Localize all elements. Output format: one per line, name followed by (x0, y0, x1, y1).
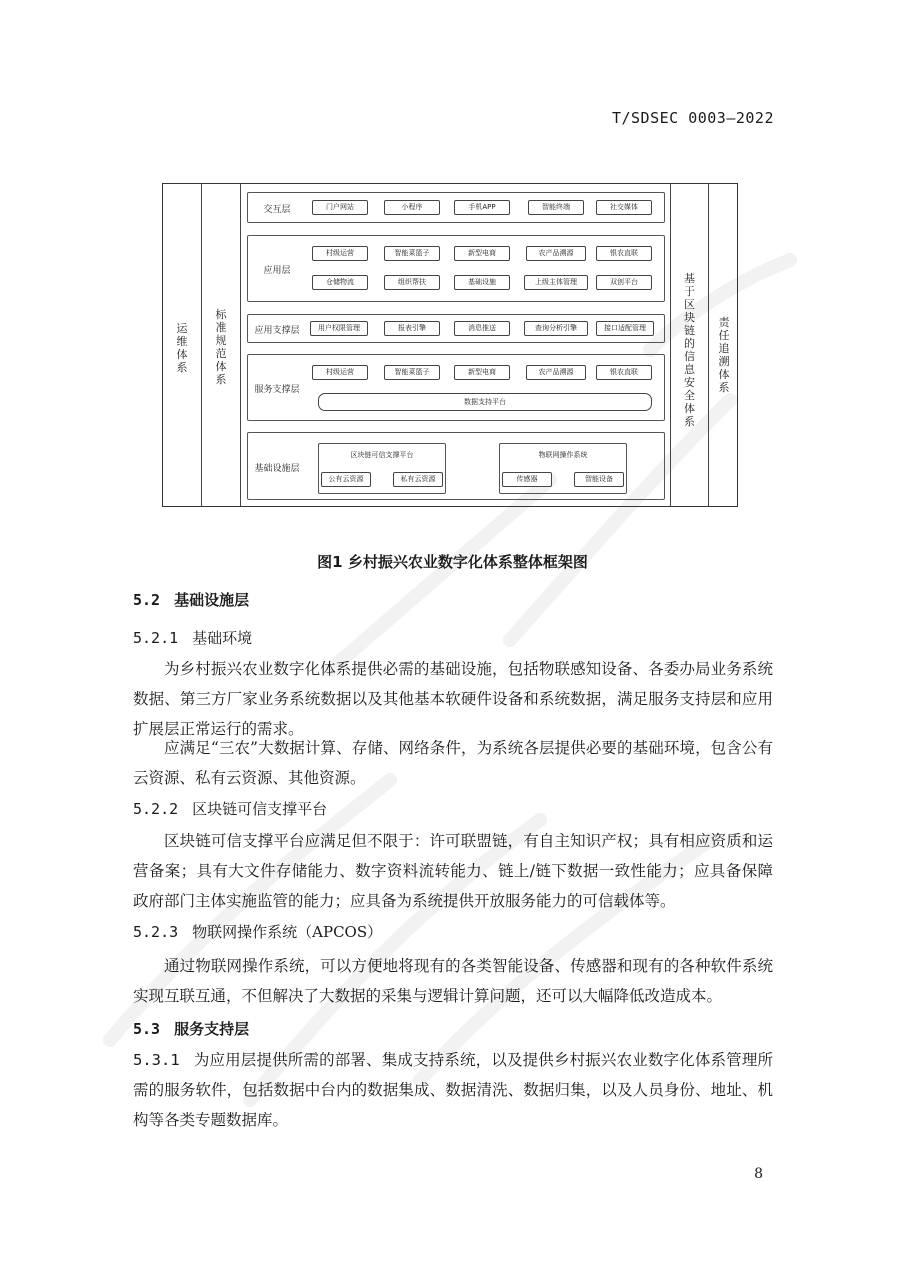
security-system-column (670, 184, 709, 506)
infrastructure-layer (247, 432, 665, 500)
service-support-layer (247, 354, 665, 421)
module-box: 小程序 (384, 200, 440, 215)
data-support-platform: 数据支持平台 (318, 393, 652, 411)
module-box: 用户权限管理 (310, 321, 368, 336)
module-box: 查询分析引擎 (524, 321, 588, 336)
module-box: 智能终端 (528, 200, 584, 215)
section-heading-5-2: 5.2 基础设施层 (133, 591, 250, 609)
document-code: T/SDSEC 0003—2022 (611, 109, 774, 127)
iot-os-title: 物联网操作系统 (538, 451, 588, 459)
module-box: 新型电商 (454, 365, 510, 380)
module-box: 接口适配管理 (596, 321, 654, 336)
module-box: 农产品溯源 (526, 365, 586, 380)
module-box: 仓储物流 (312, 275, 368, 290)
section-heading-5-2-2: 5.2.2 区块链可信支撑平台 (133, 800, 328, 818)
module-box: 传感器 (502, 472, 552, 487)
standards-system-label: 标 准 规 范 体 系 (215, 308, 227, 386)
section-heading-5-2-3: 5.2.3 物联网操作系统（APCOS） (133, 923, 383, 941)
layer-label: 应用支撑层 (254, 326, 300, 336)
security-system-label: 基 于 区 块 链 的 信 息 安 全 体 系 (684, 272, 695, 428)
module-box: 双创平台 (596, 275, 652, 290)
module-box: 银农直联 (596, 246, 652, 261)
module-box: 村级运营 (312, 246, 368, 261)
ops-system-label: 运 维 体 系 (176, 322, 188, 374)
module-box: 社交媒体 (596, 200, 652, 215)
app-support-layer (247, 314, 665, 343)
layer-label: 应用层 (263, 266, 291, 276)
module-box: 基础设施 (454, 275, 510, 290)
page-number: 8 (754, 1166, 763, 1182)
module-box: 私有云资源 (393, 472, 443, 487)
paragraph: 应满足“三农”大数据计算、存储、网络条件，为系统各层提供必要的基础环境，包含公有云资源、私有云资源、其他资源。 (133, 739, 773, 787)
paragraph: 区块链可信支撑平台应满足但不限于：许可联盟链，有自主知识产权；具有相应资质和运营备案；具有大文件存储能力、数字资料流转能力、链上/链下数据一致性能力；应具备保障政府部门主体实施监管的能力；应具备为系统提供开放服务能力的可信载体等。 (133, 832, 773, 910)
paragraph-5-3-1: 5.3.1 为应用层提供所需的部署、集成支持系统，以及提供乡村振兴农业数字化体系管理所需的服务软件，包括数据中台内的数据集成、数据清洗、数据归集，以及人员身份、地址、机构等各类专题数据库。 (133, 1051, 773, 1129)
blockchain-platform-title: 区块链可信支撑平台 (350, 451, 414, 459)
paragraph: 通过物联网操作系统，可以方便地将现有的各类智能设备、传感器和现有的各种软件系统实现互联互通，不但解决了大数据的采集与逻辑计算问题，还可以大幅降低改造成本。 (133, 957, 773, 1005)
module-box: 组织帮扶 (384, 275, 440, 290)
interaction-layer (247, 192, 665, 223)
module-box: 银农直联 (596, 365, 652, 380)
module-box: 报表引擎 (384, 321, 440, 336)
module-box: 新型电商 (454, 246, 510, 261)
module-box: 智能菜篮子 (384, 246, 440, 261)
layer-label: 交互层 (263, 205, 291, 215)
framework-diagram (162, 183, 738, 507)
module-box: 公有云资源 (321, 472, 371, 487)
iot-os-box (499, 443, 627, 494)
standards-system-column (202, 184, 241, 506)
section-heading-5-2-1: 5.2.1 基础环境 (133, 629, 253, 647)
application-layer (247, 235, 665, 302)
module-box: 上级主体管理 (524, 275, 588, 290)
layer-label: 基础设施层 (254, 464, 300, 474)
section-heading-5-3: 5.3 服务支持层 (133, 1020, 250, 1038)
traceability-system-label: 责 任 追 溯 体 系 (718, 316, 730, 394)
layer-label: 服务支撑层 (254, 385, 300, 395)
ops-system-column (163, 184, 202, 506)
blockchain-platform-box (318, 443, 446, 494)
module-box: 消息推送 (454, 321, 510, 336)
module-box: 智能菜篮子 (384, 365, 440, 380)
module-box: 门户网站 (312, 200, 368, 215)
paragraph: 为乡村振兴农业数字化体系提供必需的基础设施，包括物联感知设备、各委办局业务系统数据、第三方厂家业务系统数据以及其他基本软硬件设备和系统数据，满足服务支持层和应用扩展层正常运行的需求。 (133, 660, 773, 738)
module-box: 村级运营 (312, 365, 368, 380)
module-box: 农产品溯源 (526, 246, 586, 261)
module-box: 智能设备 (574, 472, 624, 487)
figure-caption: 图1 乡村振兴农业数字化体系整体框架图 (317, 553, 588, 571)
module-box: 手机APP (454, 200, 510, 215)
